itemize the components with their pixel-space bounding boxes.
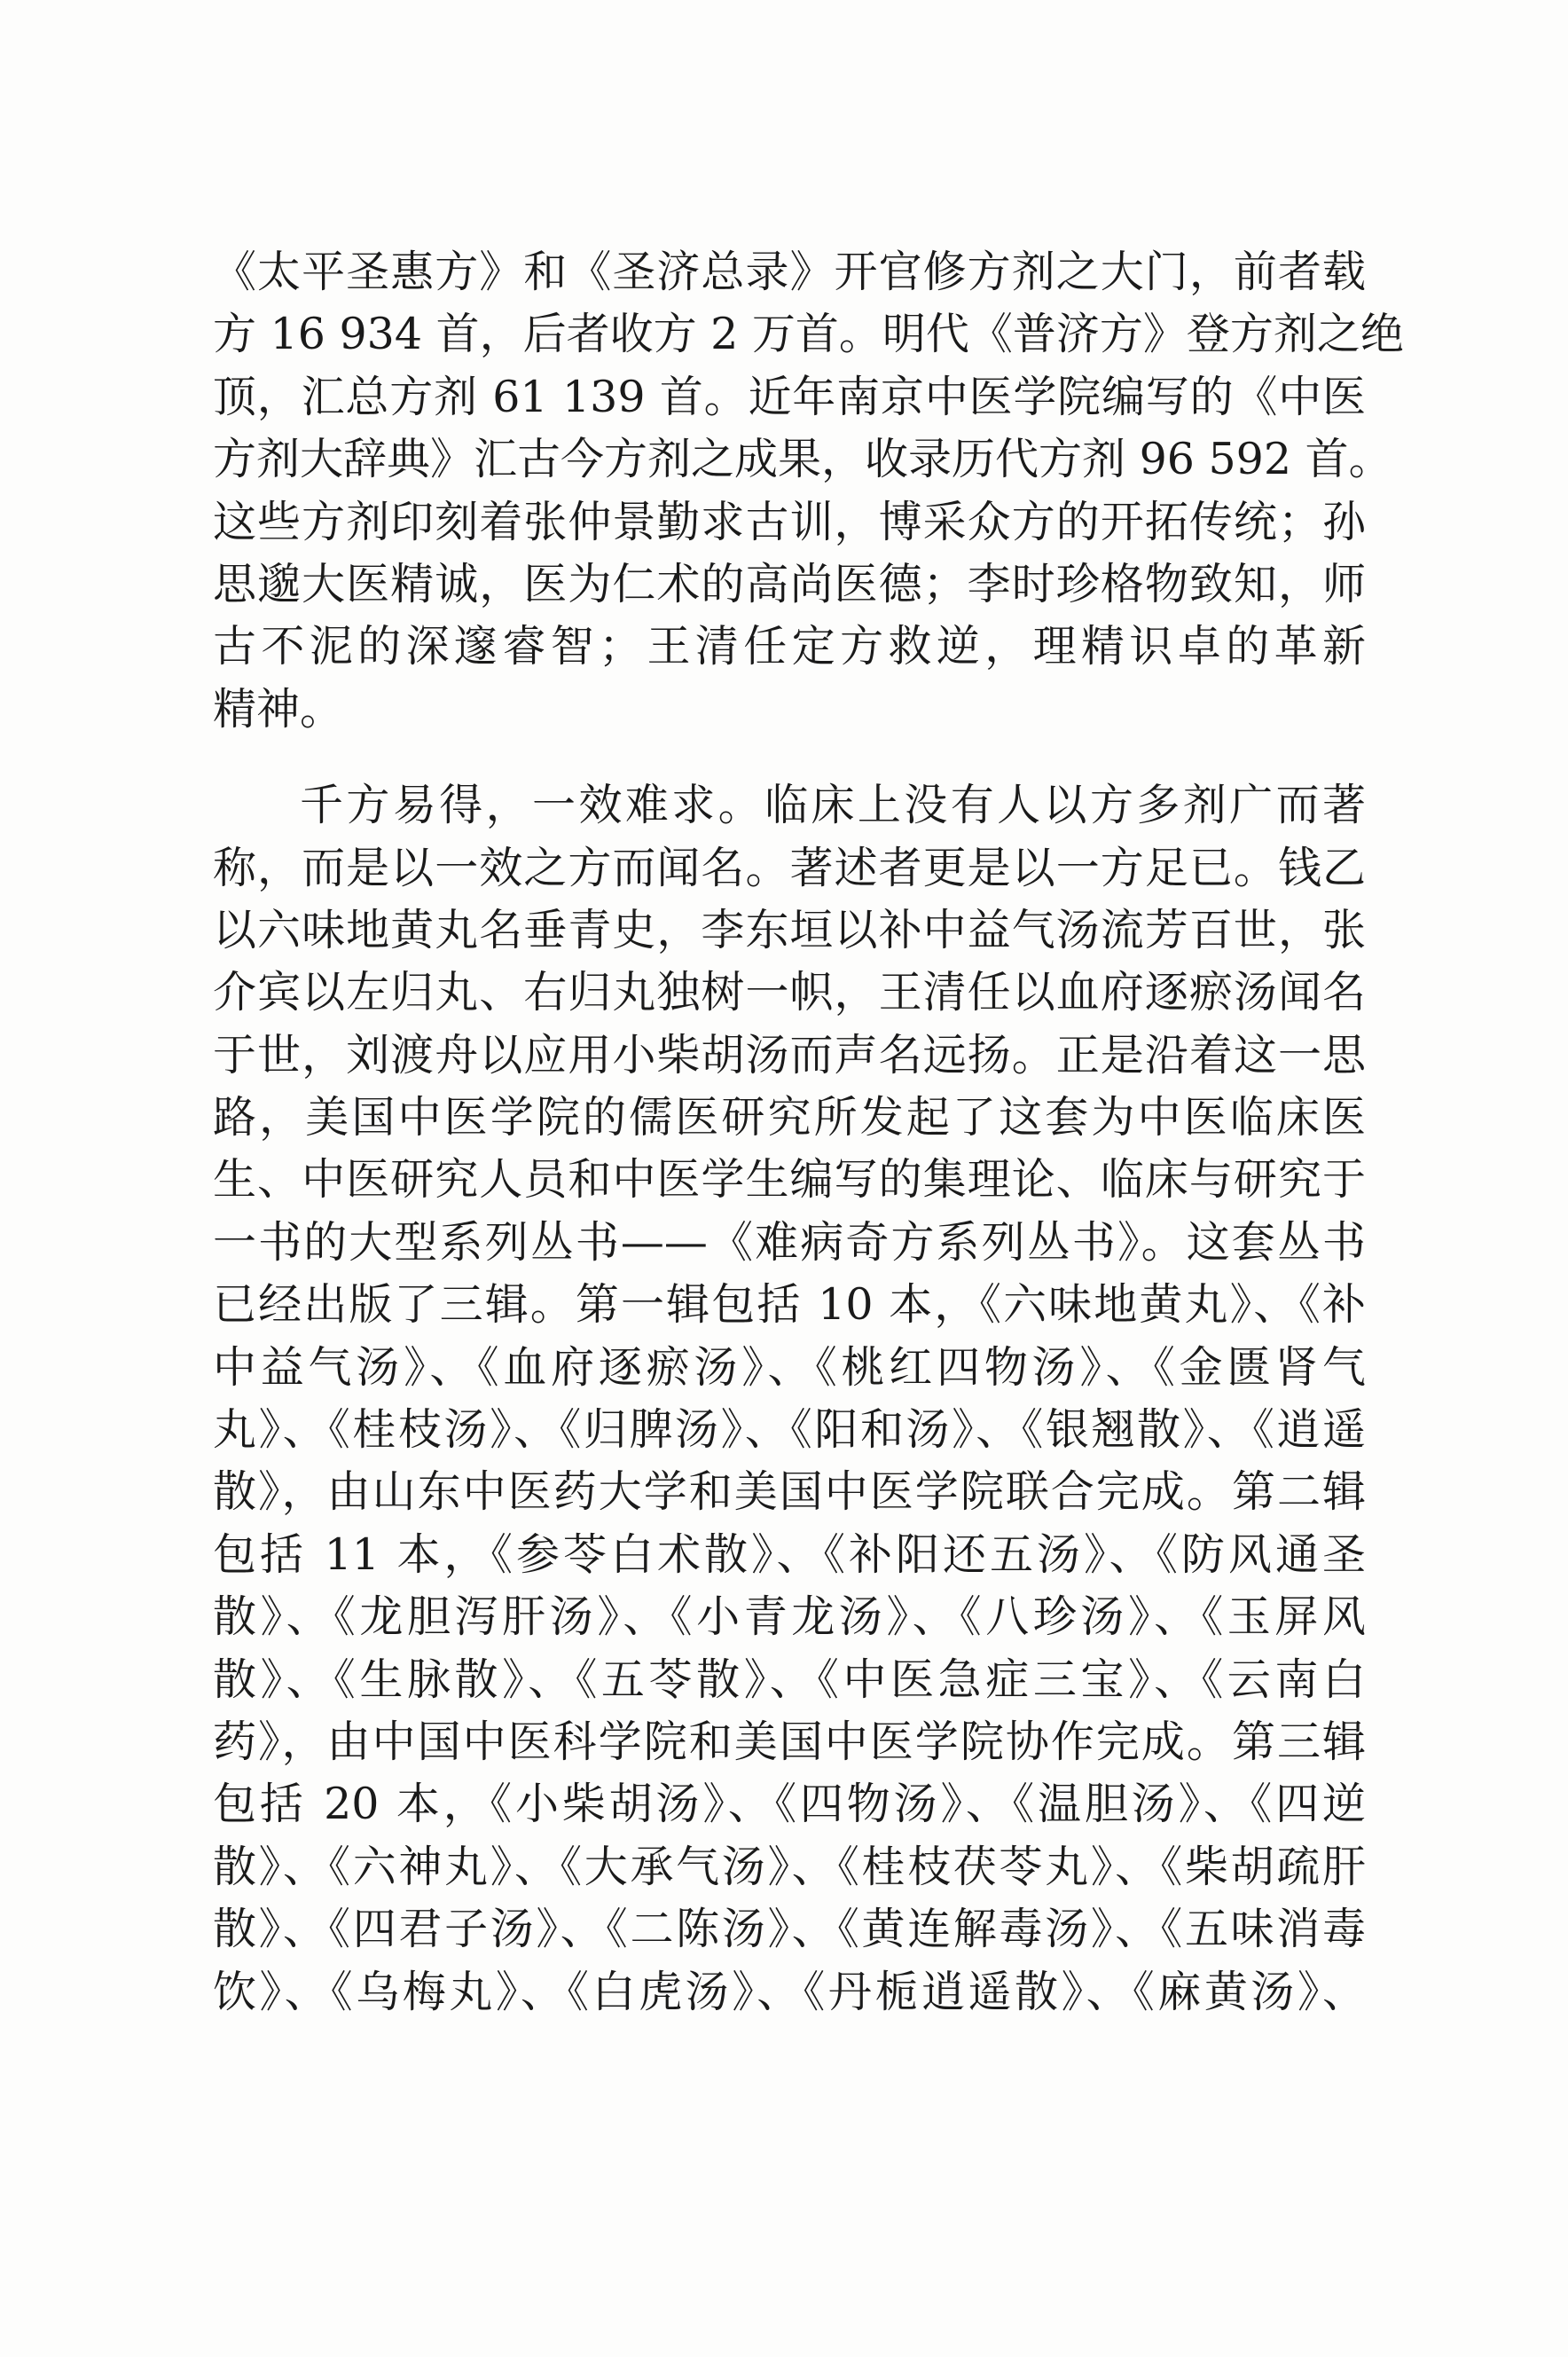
text-line: 一书的大型系列丛书——《难病奇方系列丛书》。这套丛书 xyxy=(213,1216,1366,1268)
text-line: 散》、《六神丸》、《大承气汤》、《桂枝茯苓丸》、《柴胡疏肝 xyxy=(213,1841,1366,1892)
text-line: 生、中医研究人员和中医学生编写的集理论、临床与研究于 xyxy=(213,1154,1366,1206)
paragraph-1 xyxy=(213,241,1404,741)
text-line: 包括 20 本，《小柴胡汤》、《四物汤》、《温胆汤》、《四逆 xyxy=(213,1779,1366,1830)
text-line: 散》，由山东中医药大学和美国中医学院联合完成。第二辑 xyxy=(213,1466,1366,1518)
text-line: 路，美国中医学院的儒医研究所发起了这套为中医临床医 xyxy=(213,1092,1366,1143)
text-line: 方 16 934 首，后者收方 2 万首。明代《普济方》登方剂之绝 xyxy=(213,309,1404,360)
text-line: 散》、《生脉散》、《五苓散》、《中医急症三宝》、《云南白 xyxy=(213,1654,1366,1705)
text-line: 古不泥的深邃睿智；王清任定方救逆，理精识卓的革新 xyxy=(213,621,1366,672)
text-line: 已经出版了三辑。第一辑包括 10 本，《六味地黄丸》、《补 xyxy=(213,1279,1366,1331)
text-line: 散》、《四君子汤》、《二陈汤》、《黄连解毒汤》、《五味消毒 xyxy=(213,1904,1366,1955)
text-line: 思邈大医精诚，医为仁术的高尚医德；李时珍格物致知，师 xyxy=(213,558,1366,609)
text-line: 丸》、《桂枝汤》、《归脾汤》、《阳和汤》、《银翘散》、《逍遥 xyxy=(213,1404,1366,1456)
text-line: 这些方剂印刻着张仲景勤求古训，博采众方的开拓传统；孙 xyxy=(213,496,1366,547)
text-line: 《太平圣惠方》和《圣济总录》开官修方剂之大门，前者载 xyxy=(213,247,1366,297)
text-line: 于世，刘渡舟以应用小柴胡汤而声名远扬。正是沿着这一思 xyxy=(213,1029,1366,1080)
text-line: 以六味地黄丸名垂青史，李东垣以补中益气汤流芳百世，张 xyxy=(213,904,1366,955)
text-line: 称，而是以一效之方而闻名。著述者更是以一方足已。钱乙 xyxy=(213,842,1366,893)
body-text xyxy=(213,241,1404,2023)
text-line: 散》、《龙胆泻肝汤》、《小青龙汤》、《八珍汤》、《玉屏风 xyxy=(213,1591,1366,1643)
text-line: 千方易得，一效难求。临床上没有人以方多剂广而著 xyxy=(300,780,1366,831)
text-line: 包括 11 本，《参苓白术散》、《补阳还五汤》、《防风通圣 xyxy=(213,1528,1366,1580)
text-line: 介宾以左归丸、右归丸独树一帜，王清任以血府逐瘀汤闻名 xyxy=(213,967,1366,1018)
text-line: 中益气汤》、《血府逐瘀汤》、《桃红四物汤》、《金匮肾气 xyxy=(213,1341,1366,1393)
text-line: 药》，由中国中医科学院和美国中医学院协作完成。第三辑 xyxy=(213,1716,1366,1767)
text-line: 饮》、《乌梅丸》、《白虎汤》、《丹栀逍遥散》、《麻黄汤》、 xyxy=(213,1966,1366,2017)
paragraph-2 xyxy=(213,774,1366,2023)
text-line: 方剂大辞典》汇古今方剂之成果，收录历代方剂 96 592 首。 xyxy=(213,434,1392,485)
text-line: 顶，汇总方剂 61 139 首。近年南京中医学院编写的《中医 xyxy=(213,371,1366,422)
text-line: 精神。 xyxy=(213,683,344,735)
paragraph-spacing xyxy=(213,741,1366,774)
